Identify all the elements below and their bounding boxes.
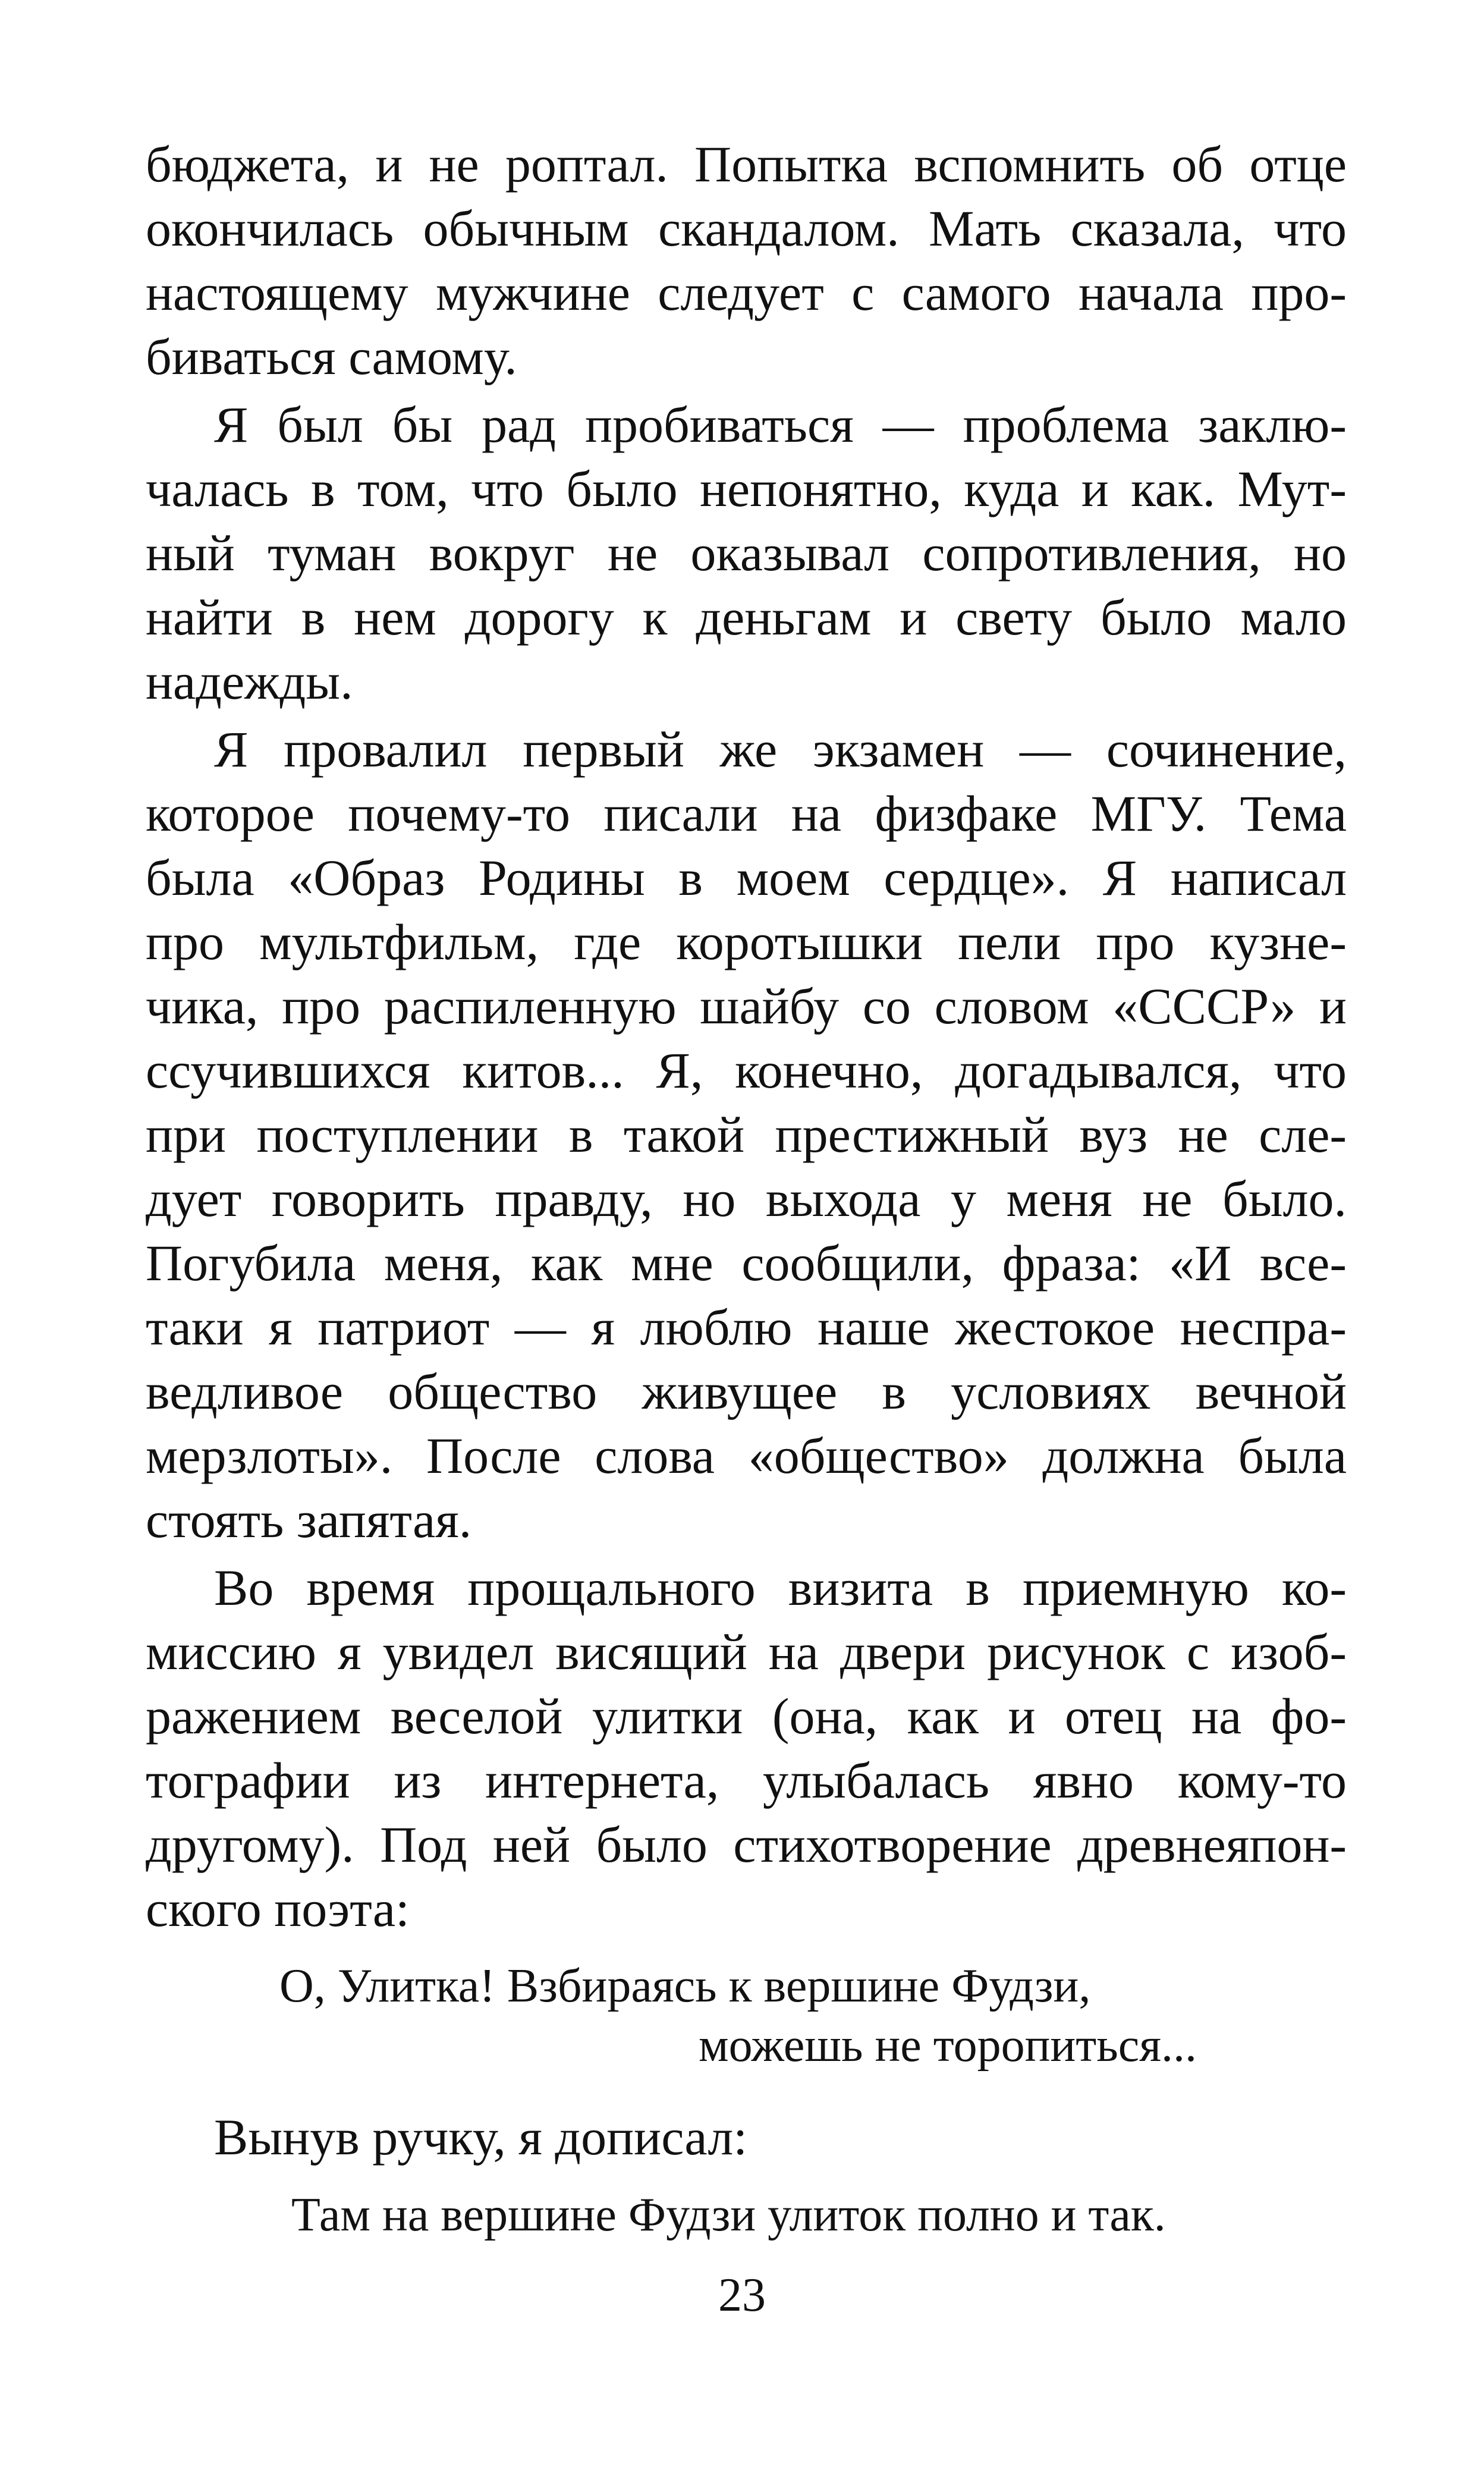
haiku-line-2: можешь не торопиться... xyxy=(699,2019,1197,2072)
text-line: биваться самому. xyxy=(146,328,517,385)
added-verse-line: Там на вершине Фудзи улиток полно и так. xyxy=(291,2189,1166,2241)
text-line: бюджета, и не роптал. Попытка вспомнить об отце xyxy=(146,136,1347,193)
text-line: окончилась обычным скандалом. Мать сказала, что xyxy=(146,200,1347,257)
text-line: надежды. xyxy=(146,653,353,710)
text-line: таки я патриот — я люблю наше жестокое неспра- xyxy=(146,1299,1347,1356)
haiku-line-1: О, Улитка! Взбираясь к вершине Фудзи, xyxy=(279,1960,1091,2012)
text-line: Погубила меня, как мне сообщили, фраза: «И все- xyxy=(146,1234,1347,1292)
text-line: при поступлении в такой престижный вуз не сле- xyxy=(146,1106,1347,1163)
text-line: ведливое общество живущее в условиях вечной xyxy=(146,1363,1347,1420)
text-line: была «Образ Родины в моем сердце». Я написал xyxy=(146,849,1347,906)
text-line: Я провалил первый же экзамен — сочинение, xyxy=(214,721,1347,778)
text-line: другому). Под ней было стихотворение древнеяпон- xyxy=(146,1816,1347,1873)
text-line: ского поэта: xyxy=(146,1880,410,1937)
text-line: Я был бы рад пробиваться — проблема заклю- xyxy=(214,396,1347,453)
text-line: Во время прощального визита в приемную ко- xyxy=(214,1559,1347,1616)
text-line: ссучившихся китов... Я, конечно, догадывался, что xyxy=(146,1042,1347,1099)
text-line: ный туман вокруг не оказывал сопротивления, но xyxy=(146,524,1347,582)
text-line: дует говорить правду, но выхода у меня не было. xyxy=(146,1170,1347,1227)
text-line: тографии из интернета, улыбалась явно кому-то xyxy=(146,1752,1347,1809)
text-line: про мультфильм, где коротышки пели про кузне- xyxy=(146,913,1347,970)
text-line: которое почему-то писали на физфаке МГУ. Тема xyxy=(146,785,1347,842)
text-line: ражением веселой улитки (она, как и отец на фо- xyxy=(146,1688,1347,1745)
text-line: чика, про распиленную шайбу со словом «СССР» и xyxy=(146,978,1347,1035)
text-line: чалась в том, что было непонятно, куда и как. Мут- xyxy=(146,460,1347,517)
closing-sentence: Вынув ручку, я дописал: xyxy=(214,2109,748,2166)
text-line: найти в нем дорогу к деньгам и свету было мало xyxy=(146,589,1347,646)
text-line: мерзлоты». После слова «общество» должна была xyxy=(146,1427,1347,1484)
page-number: 23 xyxy=(718,2269,766,2321)
text-line: настоящему мужчине следует с самого начала про- xyxy=(146,264,1347,321)
text-line: стоять запятая. xyxy=(146,1491,472,1548)
text-line: миссию я увидел висящий на двери рисунок с изоб- xyxy=(146,1623,1347,1680)
